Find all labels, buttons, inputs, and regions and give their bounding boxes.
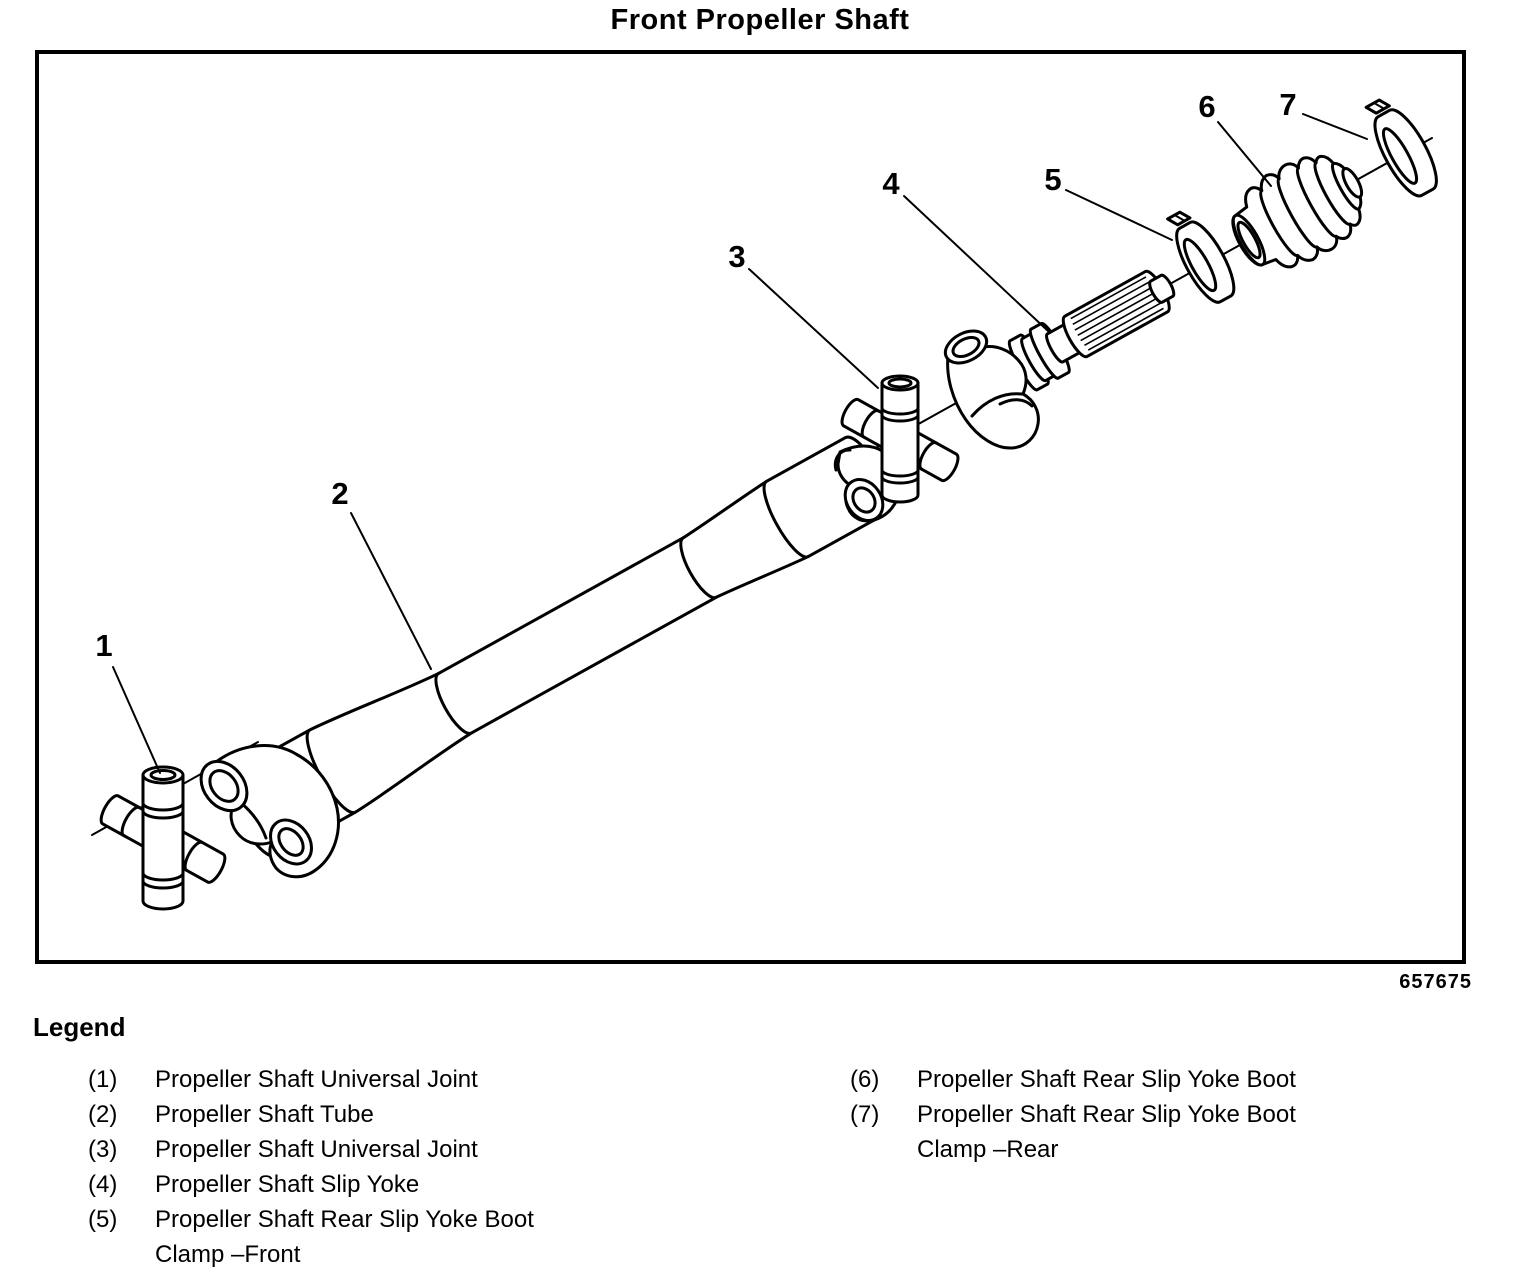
legend-item-6 (850, 1062, 1296, 1097)
legend-item-number: (6) (850, 1066, 880, 1093)
legend-item-7 (850, 1097, 1296, 1167)
legend-item-1 (88, 1062, 534, 1097)
legend-item-text: Propeller Shaft Universal Joint (155, 1136, 478, 1163)
legend-item-text: Propeller Shaft Slip Yoke (155, 1171, 420, 1198)
legend-item-3 (88, 1132, 534, 1167)
callout-5: 5 (1044, 162, 1062, 197)
callout-2: 2 (331, 476, 349, 511)
slip-yoke-shaft (1006, 259, 1184, 392)
boot-clamp-rear (1359, 91, 1445, 202)
legend-item-number: (5) (88, 1206, 118, 1233)
legend-item-number: (4) (88, 1171, 118, 1198)
legend-item-text: Propeller Shaft Rear Slip Yoke Boot (917, 1101, 1296, 1128)
legend-item-text: Propeller Shaft Rear Slip Yoke Boot (155, 1206, 534, 1233)
legend-item-number: (2) (88, 1101, 118, 1128)
legend-heading: Legend (33, 1012, 126, 1042)
callout-6: 6 (1198, 89, 1216, 124)
legend-item-number: (3) (88, 1136, 118, 1163)
legend-item-2 (88, 1097, 534, 1132)
legend-item-number: (7) (850, 1101, 880, 1128)
legend-item-text: Propeller Shaft Rear Slip Yoke Boot (917, 1066, 1296, 1093)
legend-column-right (850, 1062, 1296, 1167)
legend-item-4 (88, 1167, 534, 1202)
legend-item-text: Propeller Shaft Tube (155, 1101, 374, 1128)
figure-number: 657675 (1399, 971, 1472, 993)
legend-item-text-line2: Clamp –Front (155, 1241, 301, 1268)
legend-item-text: Propeller Shaft Universal Joint (155, 1066, 478, 1093)
callout-3: 3 (728, 239, 746, 274)
callout-7: 7 (1279, 87, 1297, 122)
legend-item-number: (1) (88, 1066, 118, 1093)
legend-item-5 (88, 1202, 534, 1272)
legend-item-text-line2: Clamp –Rear (917, 1136, 1059, 1163)
page-title: Front Propeller Shaft (610, 4, 910, 36)
slip-yoke-boot (1217, 138, 1381, 287)
callout-4: 4 (882, 166, 900, 201)
legend-column-left (88, 1062, 534, 1272)
callout-1: 1 (95, 628, 113, 663)
